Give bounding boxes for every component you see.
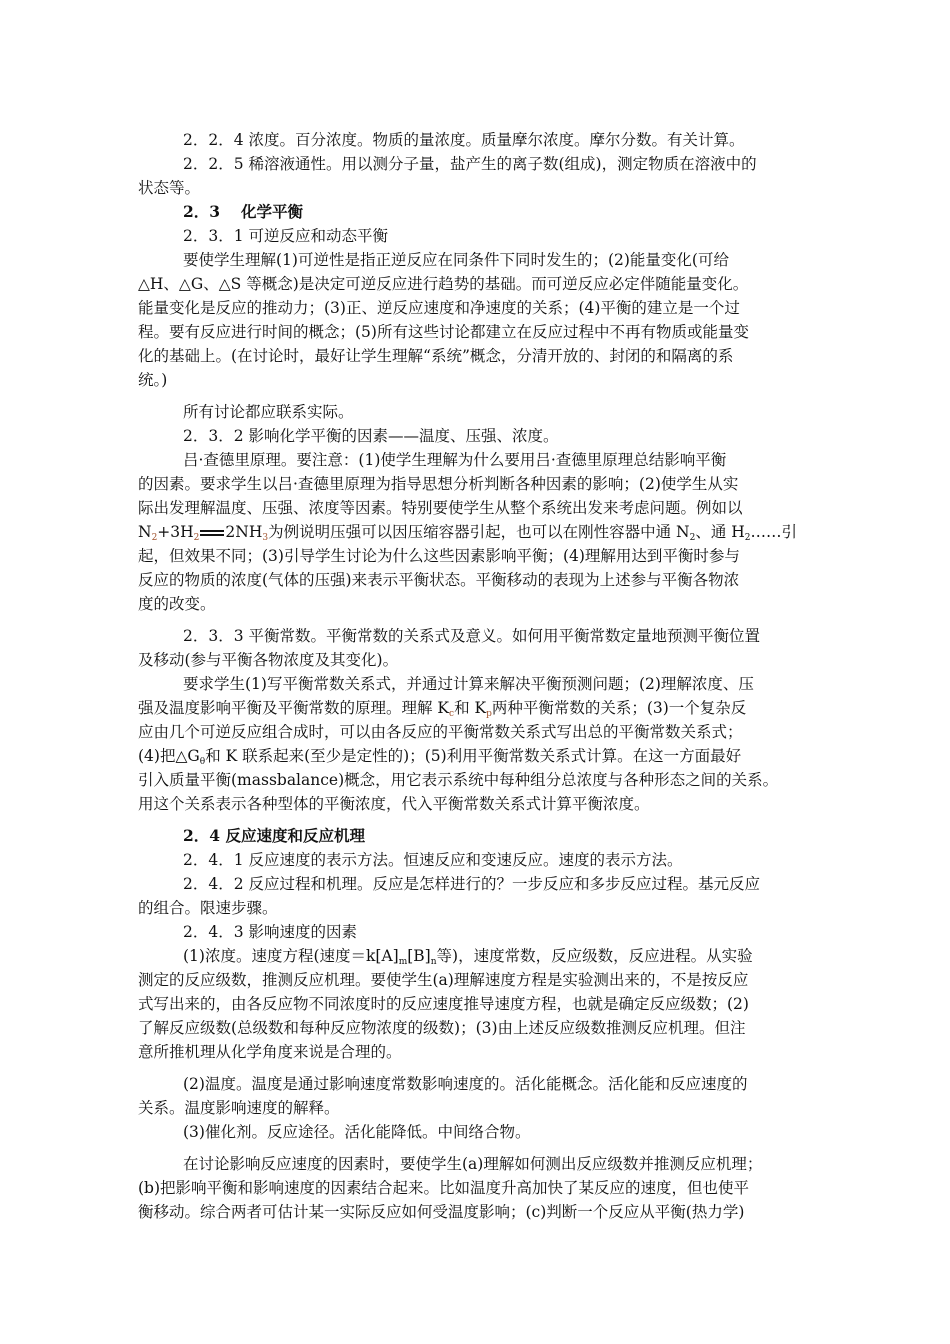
text-line: (3)催化剂。反应途径。活化能降低。中间络合物。	[183, 1123, 531, 1141]
text-line: 吕·查德里原理。要注意：(1)使学生理解为什么要用吕·查德里原理总结影响平衡	[183, 451, 727, 469]
equilibrium-arrow-icon	[200, 528, 224, 538]
text-line: 统。)	[138, 371, 168, 389]
subscript: 2	[193, 533, 200, 543]
text-segment: (1)浓度。速度方程(速度＝k[A]	[183, 947, 399, 965]
text-line: 所有讨论都应联系实际。	[183, 403, 354, 421]
formula-n2: N	[138, 523, 152, 541]
subscript: m	[398, 957, 408, 967]
text-line: 2．4．1 反应速度的表示方法。恒速反应和变速反应。速度的表示方法。	[183, 851, 683, 869]
text-line: 2．4．2 反应过程和机理。反应是怎样进行的？一步反应和多步反应过程。基元反应	[183, 875, 761, 893]
text-line: 2．4．3 影响速度的因素	[183, 923, 358, 941]
text-line: 2．3．2 影响化学平衡的因素——温度、压强、浓度。	[183, 427, 559, 445]
text-line: 2．2．5 稀溶液通性。用以测分子量，盐产生的离子数(组成)，测定物质在溶液中的	[183, 155, 757, 173]
text-line: 2．2．4 浓度。百分浓度。物质的量浓度。质量摩尔浓度。摩尔分数。有关计算。	[183, 131, 745, 149]
gibbs-line	[138, 744, 741, 768]
text-line: 度的改变。	[138, 595, 216, 613]
text-line: (2)温度。温度是通过影响速度常数影响速度的。活化能概念。活化能和反应速度的	[183, 1075, 748, 1093]
text-line: 引入质量平衡(massbalance)概念，用它表示系统中每种组分总浓度与各种形态之间的关系。	[138, 771, 779, 789]
text-line: 反应的物质的浓度(气体的压强)来表示平衡状态。平衡移动的表现为上述参与平衡各物浓	[138, 571, 740, 589]
subscript: 2	[151, 533, 158, 543]
text-line: 的因素。要求学生以吕·查德里原理为指导思想分析判断各种因素的影响；(2)使学生从实	[138, 475, 739, 493]
rate-equation-line	[183, 944, 753, 968]
text-line: 2．3．1 可逆反应和动态平衡	[183, 227, 389, 245]
text-segment: 为例说明压强可以因压缩容器引起，也可以在刚性容器中通 N	[268, 523, 690, 541]
constants-line	[138, 696, 746, 720]
subscript: c	[449, 709, 455, 719]
text-line: 应由几个可逆反应组合成时，可以由各反应的平衡常数关系式写出总的平衡常数关系式；	[138, 723, 743, 741]
text-segment: 和 K	[454, 699, 487, 717]
text-segment: 两种平衡常数的关系；(3)一个复杂反	[491, 699, 747, 717]
text-line: 测定的反应级数，推测反应机理。要使学生(a)理解速度方程是实验测出来的，不是按反应	[138, 971, 749, 989]
subscript: p	[486, 709, 492, 719]
text-segment: 强及温度影响平衡及平衡常数的原理。理解 K	[138, 699, 450, 717]
theta-symbol: θ	[199, 757, 206, 767]
text-line: 能量变化是反应的推动力；(3)正、逆反应速度和净速度的关系；(4)平衡的建立是一个过	[138, 299, 740, 317]
text-segment: 等)，速度常数，反应级数，反应进程。从实验	[436, 947, 753, 965]
text-line: 用这个关系表示各种型体的平衡浓度，代入平衡常数关系式计算平衡浓度。	[138, 795, 650, 813]
text-segment: (4)把△G	[138, 747, 200, 765]
text-line: 化的基础上。(在讨论时，最好让学生理解“系统”概念，分清开放的、封闭的和隔离的系	[138, 347, 734, 365]
text-segment: 、通 H	[695, 523, 745, 541]
text-line: 的组合。限速步骤。	[138, 899, 278, 917]
text-line: 要求学生(1)写平衡常数关系式，并通过计算来解决平衡预测问题；(2)理解浓度、压	[183, 675, 754, 693]
text-line: 及移动(参与平衡各物浓度及其变化)。	[138, 651, 399, 669]
section-heading: 2．3 化学平衡	[183, 202, 303, 221]
subscript: n	[430, 957, 437, 967]
equation-line	[138, 520, 797, 544]
text-line: 状态等。	[138, 179, 201, 197]
text-line: 式写出来的，由各反应物不同浓度时的反应速度推导速度方程，也就是确定反应级数；(2)	[138, 995, 749, 1013]
text-line: 衡移动。综合两者可估计某一实际反应如何受温度影响；(c)判断一个反应从平衡(热力学)	[138, 1203, 745, 1221]
text-line: 起，但效果不同；(3)引导学生讨论为什么这些因素影响平衡；(4)理解用达到平衡时参与	[138, 547, 740, 565]
formula-h2: +3H	[157, 523, 194, 541]
text-line: 关系。温度影响速度的解释。	[138, 1099, 340, 1117]
text-line: △H、△G、△S 等概念)是决定可逆反应进行趋势的基础。而可逆反应必定伴随能量变化。	[138, 275, 749, 293]
subscript: 2	[689, 533, 696, 543]
subscript: 3	[262, 533, 269, 543]
formula-nh3: 2NH	[225, 523, 263, 541]
text-line: 在讨论影响反应速度的因素时，要使学生(a)理解如何测出反应级数并推测反应机理；	[183, 1155, 763, 1173]
section-heading: 2．4 反应速度和反应机理	[183, 826, 365, 845]
text-line: 程。要有反应进行时间的概念；(5)所有这些讨论都建立在反应过程中不再有物质或能量变	[138, 323, 749, 341]
text-line: 2．3．3 平衡常数。平衡常数的关系式及意义。如何用平衡常数定量地预测平衡位置	[183, 627, 761, 645]
text-segment: 和 K 联系起来(至少是定性的)；(5)利用平衡常数关系式计算。在这一方面最好	[205, 747, 742, 765]
text-line: 要使学生理解(1)可逆性是指正逆反应在同条件下同时发生的；(2)能量变化(可给	[183, 251, 729, 269]
text-segment: ……引	[750, 523, 798, 541]
text-line: 意所推机理从化学角度来说是合理的。	[138, 1043, 402, 1061]
text-segment: [B]	[407, 947, 431, 965]
subscript: 2	[744, 533, 751, 543]
text-line: (b)把影响平衡和影响速度的因素结合起来。比如温度升高加快了某反应的速度，但也使平	[138, 1179, 750, 1197]
text-line: 了解反应级数(总级数和每种反应物浓度的级数)；(3)由上述反应级数推测反应机理。但注	[138, 1019, 746, 1037]
text-line: 际出发理解温度、压强、浓度等因素。特别要使学生从整个系统出发来考虑问题。例如以	[138, 499, 743, 517]
